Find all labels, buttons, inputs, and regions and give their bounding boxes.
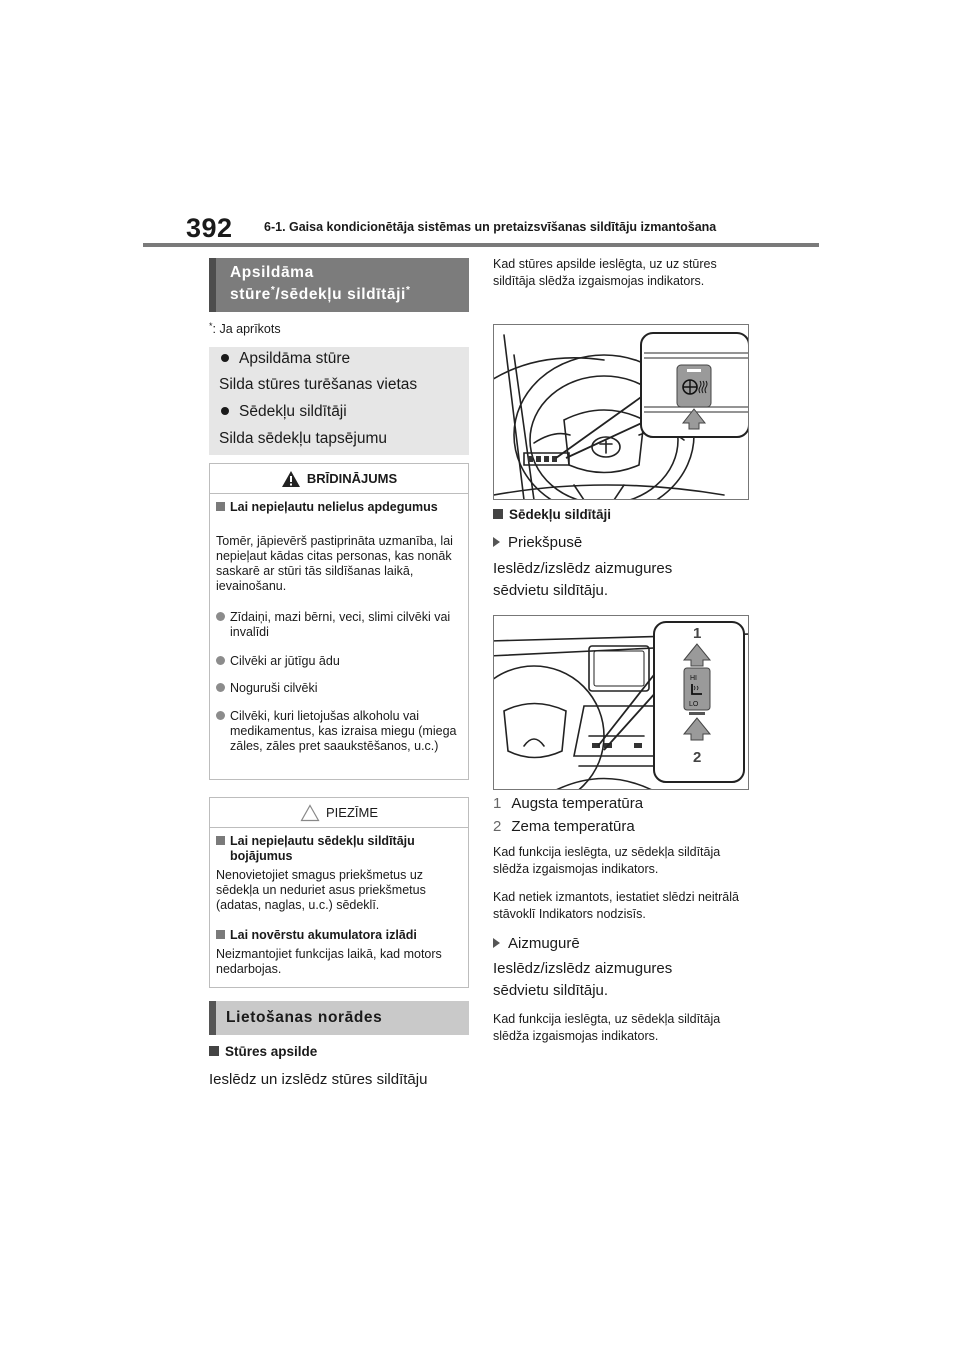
square-bullet-icon xyxy=(216,836,225,845)
bullet-icon xyxy=(221,407,229,415)
note-heading: Lai novērstu akumulatora izlādi xyxy=(216,928,460,943)
footnote: *: Ja aprīkots xyxy=(209,321,281,336)
legend-item-1: 1 Augsta temperatūra xyxy=(493,795,644,812)
square-bullet-icon xyxy=(493,509,503,519)
warning-item: Cilvēki ar jūtīgu ādu xyxy=(216,654,460,669)
warning-header xyxy=(210,464,468,494)
square-bullet-icon xyxy=(209,1046,219,1056)
warning-item: Noguruši cilvēki xyxy=(216,681,460,696)
warning-paragraph: Tomēr, jāpievērš pastiprināta uzmanība, lai nepieļaut kādas citas personas, kas nonāk saskarē ar stūri tās sildīšanas laikā, ievainošanu. xyxy=(216,534,453,593)
steering-text: Ieslēdz un izslēdz stūres sildītāju xyxy=(209,1071,428,1088)
note-heading: Lai nepieļautu sēdekļu sildītāju bojājumus xyxy=(216,834,460,864)
note-paragraph: Neizmantojiet funkcijas laikā, kad motors nedarbojas. xyxy=(216,947,442,976)
section-title-line1: Apsildāma xyxy=(230,264,314,281)
lo-label: LO xyxy=(689,701,699,708)
front-note-1: Kad funkcija ieslēgta, uz sēdekļa sildītāja slēdža izgaismojas indikators. xyxy=(493,845,721,876)
callout-number-2: 2 xyxy=(693,749,702,766)
note-paragraph: Nenovietojiet smagus priekšmetus uz sēdekļa un neduriet asus priekšmetus (adatas, naglas, u.c.) sēdeklī. xyxy=(216,868,426,912)
front-note-2: Kad netiek izmantots, iestatiet slēdzi neitrālā stāvoklī Indikators nodzisīs. xyxy=(493,890,739,921)
seat-heater-switch-illustration xyxy=(493,615,749,790)
section-title-line2: stūre*/sēdekļu sildītāji* xyxy=(230,285,411,303)
rear-label: Aizmugurē xyxy=(493,933,580,955)
square-bullet-icon xyxy=(216,930,225,939)
dot-bullet-icon xyxy=(216,711,225,720)
section-heading-heated xyxy=(209,258,469,312)
triangle-bullet-icon xyxy=(493,537,500,547)
hi-label: HI xyxy=(690,675,697,682)
note-header xyxy=(210,798,468,828)
callout-number-1: 1 xyxy=(693,625,702,642)
warning-heading: Lai nepieļautu nelielus apdegumus xyxy=(216,500,460,515)
note-box xyxy=(209,797,469,988)
chapter-title: 6-1. Gaisa kondicionētāja sistēmas un pretaizsvīšanas sildītāju izmantošana xyxy=(264,220,717,234)
header-rule xyxy=(143,243,819,247)
note-title: PIEZĪME xyxy=(325,805,378,820)
page-number: 392 xyxy=(186,213,233,243)
bullet-icon xyxy=(221,354,229,362)
rear-note: Kad funkcija ieslēgta, uz sēdekļa sildītāja slēdža izgaismojas indikators. xyxy=(493,1012,721,1043)
feature-desc-steering: Silda stūres turēšanas vietas xyxy=(219,376,418,393)
section-heading-usage: Lietošanas norādes xyxy=(209,1001,469,1035)
feature-box xyxy=(209,347,469,455)
rear-text: Ieslēdz/izslēdz aizmugures sēdvietu sildītāju. xyxy=(493,960,673,999)
seat-heaters-heading: Sēdekļu sildītāji xyxy=(493,507,611,522)
warning-item: Cilvēki, kuri lietojušas alkoholu vai medikamentus, kas izraisa miegu (miega zāles, zāles pret saaukstēšanos, u.c.) xyxy=(216,709,460,754)
warning-item: Zīdaiņi, mazi bērni, veci, slimi cilvēki vai invalīdi xyxy=(216,610,460,640)
feature-desc-seats: Silda sēdekļu tapsējumu xyxy=(219,430,388,447)
square-bullet-icon xyxy=(216,502,225,511)
warning-triangle-icon xyxy=(281,470,301,488)
steering-heading: Stūres apsilde xyxy=(209,1044,317,1059)
caution-outline-icon xyxy=(300,804,320,822)
warning-title: BRĪDINĀJUMS xyxy=(306,471,398,486)
front-text: Ieslēdz/izslēdz aizmugures sēdvietu sildītāju. xyxy=(493,560,673,599)
warning-box xyxy=(209,463,469,780)
front-label: Priekšpusē xyxy=(493,532,582,554)
dot-bullet-icon xyxy=(216,683,225,692)
dot-bullet-icon xyxy=(216,612,225,621)
feature-bullet-seats: Sēdekļu sildītāji xyxy=(219,403,347,421)
feature-bullet-steering: Apsildāma stūre xyxy=(219,350,350,368)
legend-item-2: 2 Zema temperatūra xyxy=(493,818,635,835)
triangle-bullet-icon xyxy=(493,938,500,948)
dot-bullet-icon xyxy=(216,656,225,665)
steering-switch-illustration xyxy=(493,324,749,500)
steering-indicator-text: Kad stūres apsilde ieslēgta, uz uz stūres sildītāja slēdža izgaismojas indikators. xyxy=(493,257,717,288)
